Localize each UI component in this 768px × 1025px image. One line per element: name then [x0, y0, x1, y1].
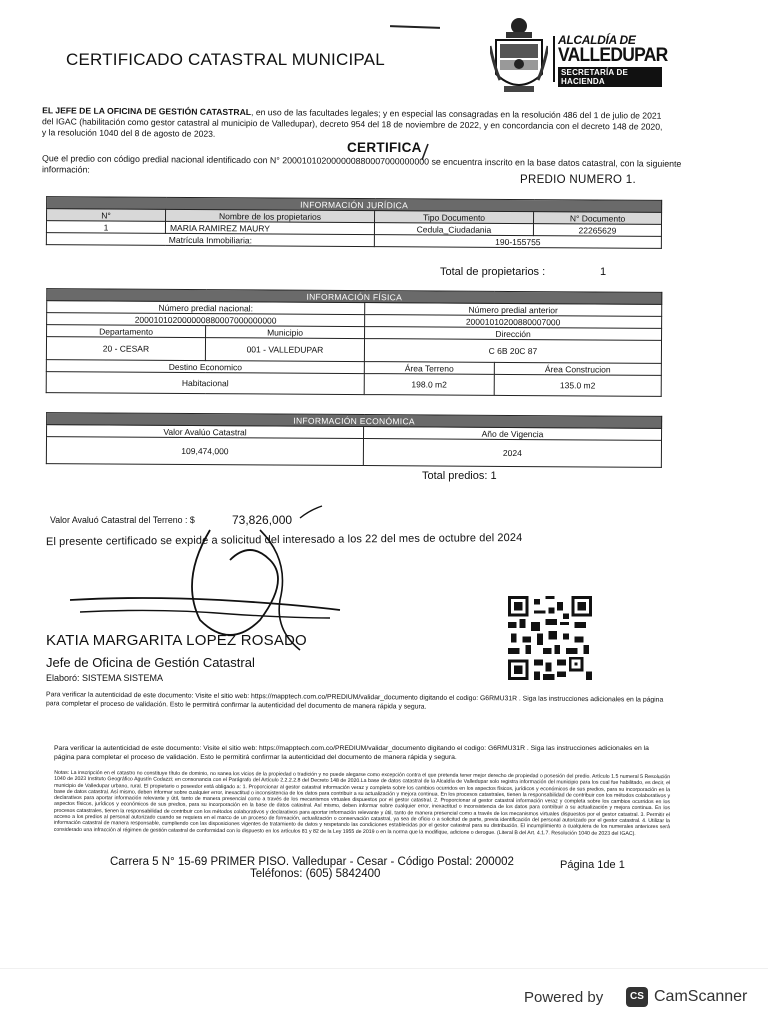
area-terreno-value: 198.0 m2	[364, 374, 494, 396]
valor-terreno-label: Valor Avaluó Catastral del Terreno : $	[50, 515, 195, 525]
signer-name: KATIA MARGARITA LOPEZ ROSADO	[46, 632, 307, 649]
municipio-value: 001 - VALLEDUPAR	[205, 338, 364, 362]
total-predios: Total predios: 1	[422, 470, 497, 482]
numero-predial-value: 200010102000000880007000000000	[47, 313, 365, 327]
certifica-heading: CERTIFICA	[347, 140, 422, 155]
avaluo-label: Valor Avalúo Catastral	[47, 425, 364, 439]
cell-num-doc: 22265629	[533, 224, 661, 237]
cell-numero: 1	[46, 221, 165, 234]
col-num-doc: N° Documento	[533, 212, 661, 225]
coat-of-arms-logo	[490, 16, 548, 98]
economica-table	[46, 412, 662, 468]
area-construccion-label: Área Construcion	[494, 362, 661, 375]
economica-header: INFORMACIÓN ECONÓMICA	[47, 413, 662, 429]
document-title: CERTIFICADO CATASTRAL MUNICIPAL	[66, 50, 385, 69]
municipality-logo-text	[558, 33, 668, 89]
area-terreno-label: Área Terreno	[364, 362, 494, 375]
pen-mark	[390, 25, 440, 29]
cell-nombre: MARIA RAMIREZ MAURY	[165, 221, 374, 234]
col-tipo-doc: Tipo Documento	[374, 211, 533, 224]
intro-text: , en uso de las facultades legales; y en especial las consagradas en la resolución 486 del 1 de julio de 2021 del IGAC (habilitación como gestor catastral al municipio de Valledupar), decreto 954 del 18 de noviembre de 2022, y en concordancia con el decreto 148 de 2020, y la resolución 1040 del 8 de agosto de 2023.	[41, 107, 663, 139]
verify-instructions-2: Para verificar la autenticidad de este documento: Visite el sitio web: https://mapptech.com.co/PREDIUM/validar_documento digitando el codigo: G6RMU31R . Siga las instrucciones adicionales en la página para completar el proceso de validación. Esto le permitirá confirmar la autenticidad del documento de manera rápida y segura.	[54, 745, 649, 761]
fisica-table	[46, 288, 663, 397]
valor-terreno-value: 73,826,000	[232, 513, 293, 527]
camscanner-icon: CS	[626, 987, 648, 1007]
destino-value: Habitacional	[46, 372, 364, 395]
office-address: Carrera 5 N° 15-69 PRIMER PISO. Valledupar - Cesar - Código Postal: 200002	[110, 856, 514, 868]
que-paragraph: Que el predio con código predial nacional identificado con N° 200010102000000880007000000000 se encuentra inscrito en la base datos catastral, con la siguiente información:	[41, 153, 682, 175]
numero-anterior-label: Número predial anterior	[365, 303, 662, 317]
signer-role: Jefe de Oficina de Gestión Catastral	[46, 655, 255, 670]
logo-line-1: ALCALDÍA DE	[558, 33, 636, 47]
logo-divider	[553, 36, 555, 82]
matricula-value: 190-155755	[374, 235, 661, 249]
elaboro-line: Elaboró: SISTEMA SISTEMA	[46, 673, 164, 683]
powered-by-label: Powered by	[524, 989, 604, 1006]
intro-paragraph	[42, 105, 668, 143]
logo-line-3: SECRETARÍA DE HACIENDA	[558, 67, 662, 87]
intro-bold-lead: EL JEFE DE LA OFICINA DE GESTIÓN CATASTRAL	[42, 105, 252, 118]
juridica-table	[46, 196, 662, 249]
numero-predial-label: Número predial nacional:	[47, 301, 365, 315]
cell-tipo-doc: Cedula_Ciudadania	[374, 223, 533, 236]
direccion-label: Dirección	[365, 327, 662, 341]
municipio-label: Municipio	[206, 326, 365, 339]
expide-statement: El presente certificado se expide a solicitud del interesado a los 22 del mes de octubre del 2024	[45, 531, 523, 549]
vigencia-value: 2024	[363, 439, 661, 468]
vigencia-label: Año de Vigencia	[364, 427, 662, 441]
col-numero: N°	[47, 209, 166, 222]
predio-numero: PREDIO NUMERO 1.	[520, 174, 636, 186]
avaluo-value: 109,474,000	[46, 437, 363, 466]
destino-label: Destino Economico	[46, 360, 364, 374]
direccion-value: C 6B 20C 87	[364, 339, 661, 364]
fisica-header: INFORMACIÓN FÍSICA	[47, 289, 662, 305]
departamento-label: Departamento	[47, 325, 206, 338]
total-propietarios-value: 1	[600, 266, 607, 278]
verify-instructions-1: Para verificar la autenticidad de este documento: Visite el sitio web: https://mapptech.com.co/PREDIUM/validar_documento digitando el codigo: G6RMU31R . Siga las instrucciones adicionales en la página para completar el proceso de validación. Esto le permitirá confirmar la autenticidad del documento de manera rápida y segura.	[45, 691, 664, 711]
col-nombre: Nombre de los propietarios	[166, 209, 375, 222]
numero-anterior-value: 20001010200880007000	[365, 315, 662, 329]
scanner-footer-bar	[0, 968, 768, 1025]
camscanner-brand: CamScanner	[654, 988, 748, 1005]
notes-paragraph: Notas: La inscripción en el catastro no constituye título de dominio, no sanea los vicios de la propiedad o tradición y no puede alegarse como excepción contra el que pretenda tener mejor derecho de propiedad o posesión del predio. Artículo 1.5 numeral 5 Resolución 1040 de 2023 Instituto Geográfico Agustín Codazzi; en consonancia con el Parágrafo del Artículo 2.2.2.2.8 del Decreto 148 de 2020.La base de datos catastral de la Alcaldía de Valledupar solo registra información del municipio para los cual fue habilitado, es decir, el municipio de Valledupar urbano, rural. El propietario o poseedor está obligado a: 1. Proporcionar al gestor catastral información veraz y completa sobre los cambios ocurridos en los aspectos físicos, jurídicos y económicos de sus predios, para su incorporación en la base de datos catastral. Así mismo, deben informar sobre cualquier error, inexactitud o inconsistencia de los datos para contribuir a su actualización y mejora continua. En los procesos catastrales, tienen la responsabilidad de contribuir con los métodos colaborativos y declarativos para aportar información relevante y útil, tanto de manera presencial como a través de los mecanismos virtuales dispuestos por el gestor catastral. 2. Proporcionar al gestor catastral información veraz y completa sobre los cambios ocurridos en los aspectos físicos, jurídicos y económicos de sus predios, para su incorporación en la base de datos catastral. Así mismo, deben informar sobre cualquier error, inexactitud o inconsistencia de los datos para contribuir a su actualización y mejora continua. En los procesos catastrales, tienen la responsabilidad de contribuir con los métodos colaborativos y declarativos para aportar información relevante y útil, tanto de manera presencial como a través de los mecanismos virtuales dispuestos por el gestor catastral. 3. Permitir el acceso a los predios al personal autorizado cuando se requiera en el marco de un proceso de formación, actualización o conservación catastral, ya sea de oficio o a solicitud de parte, previa identificación del personal autorizado por el gestor catastral. 4. Utilizar la información catastral de manera responsable, cumpliendo con las disposiciones vigentes de tratamiento de datos y respetando las condiciones establecidas por el gestor catastral para su distribución. El incumplimiento a cualquiera de los numerales anteriores será considerado una infracción al régimen de gestión catastral de conformidad con lo dispuesto en los artículos 81 y 82 de la Ley 1955 de 2019 o en la norma que la modifique, adicione o derogue. (Literal B del Art. 4.1.7. Resolución 1040 de 2023 del IGAC).	[53, 769, 671, 837]
qr-code	[508, 596, 592, 680]
total-propietarios-label: Total de propietarios :	[440, 266, 546, 278]
departamento-value: 20 - CESAR	[46, 337, 205, 361]
matricula-label: Matrícula Inmobiliaria:	[46, 233, 374, 247]
office-phone: Teléfonos: (605) 5842400	[250, 868, 381, 880]
page-number: Página 1de 1	[560, 859, 625, 871]
logo-line-2: VALLEDUPAR	[558, 45, 668, 66]
juridica-header: INFORMACIÓN JURÍDICA	[47, 197, 662, 213]
area-construccion-value: 135.0 m2	[494, 374, 661, 396]
